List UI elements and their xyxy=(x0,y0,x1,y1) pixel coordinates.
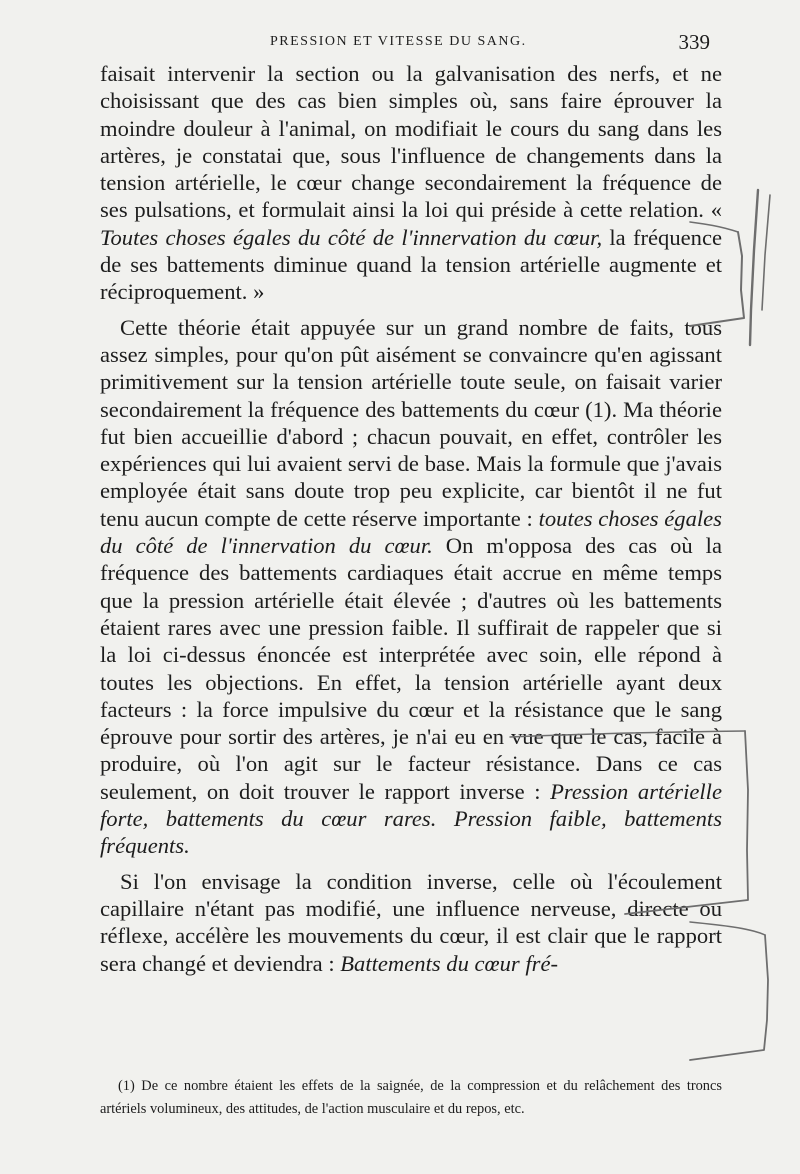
paragraph-2-italic: toutes choses égales du côté de l'innervation du cœur. xyxy=(100,505,722,559)
footnote-reference[interactable]: (1) xyxy=(585,396,612,422)
page-number: 339 xyxy=(678,30,710,54)
footnote xyxy=(100,1075,722,1120)
paragraph-1-text: faisait intervenir la section ou la galvanisation des nerfs, et ne choisissant que des cas bien simples où, sans faire éprouver la moindre douleur à l'animal, on modifiait le cours du sang dans les artères, je constatai que, sous l'influence de changements dans la tension artérielle, le cœur change secondairement la fréquence de ses pulsations, et formulait ainsi la loi qui préside à cette relation. « xyxy=(100,61,722,223)
body-text xyxy=(100,60,722,977)
paragraph-3-italic: Battements du cœur fré- xyxy=(340,950,558,976)
paragraph-1-italic: Toutes choses égales du côté de l'innervation du cœur, xyxy=(100,224,603,250)
paragraph-2-text-mid: . Ma théorie fut bien accueillie d'abord ; chacun pouvait, en effet, contrôler les expériences qui lui avaient servi de base. Mais la formule que j'avais employée était sans doute trop peu explicite, car bientôt il ne fut tenu aucun compte de cette réserve importante : xyxy=(100,396,722,531)
pencil-margin-stroke-1 xyxy=(750,190,758,345)
footnote-text: (1) De ce nombre étaient les effets de la saignée, de la compression et du relâchement des troncs artériels volumineux, des attitudes, de l'action musculaire et du repos, etc. xyxy=(100,1078,722,1117)
paragraph-2-text: Cette théorie était appuyée sur un grand nombre de faits, tous assez simples, pour qu'on pût aisément se convaincre qu'en agissant primitivement sur la tension artérielle toute seule, on faisait varier secondairement la fréquence des battements du cœur xyxy=(100,314,722,422)
paragraph-2 xyxy=(100,314,722,860)
paragraph-3-text: Si l'on envisage la condition inverse, celle où l'écoulement capillaire n'étant pas modifié, une influence nerveuse, directe ou réflexe, accélère les mouvements du cœur, il est clair que le rapport sera changé et deviendra : xyxy=(100,868,722,976)
paragraph-3 xyxy=(100,868,722,977)
paragraph-1 xyxy=(100,60,722,306)
running-title: PRESSION ET VITESSE DU SANG. xyxy=(270,34,527,49)
paragraph-2-italic-end: Pression artérielle forte, battements du cœur rares. Pression faible, battements fréquents. xyxy=(100,778,722,859)
paragraph-1-text-end: la fréquence de ses battements diminue quand la tension artérielle augmente et réciproquement. » xyxy=(100,224,723,305)
pencil-margin-stroke-2 xyxy=(762,195,770,310)
paragraph-2-text-mid2: On m'opposa des cas où la fréquence des battements cardiaques était accrue en même temps que la pression artérielle était élevée ; d'autres où les battements étaient rares avec une pression faible. Il suffirait de rappeler que si la loi ci-dessus énoncée est interprétée avec soin, elle répond à toutes les objections. En effet, la tension artérielle ayant deux facteurs : la force impulsive du cœur et la résistance que le sang éprouve pour sortir des artères, je n'ai eu en vue que le cas, facile à produire, où l'on agit sur le facteur résistance. Dans ce cas seulement, on doit trouver le rapport inverse : xyxy=(100,533,722,804)
page-header xyxy=(100,30,710,58)
